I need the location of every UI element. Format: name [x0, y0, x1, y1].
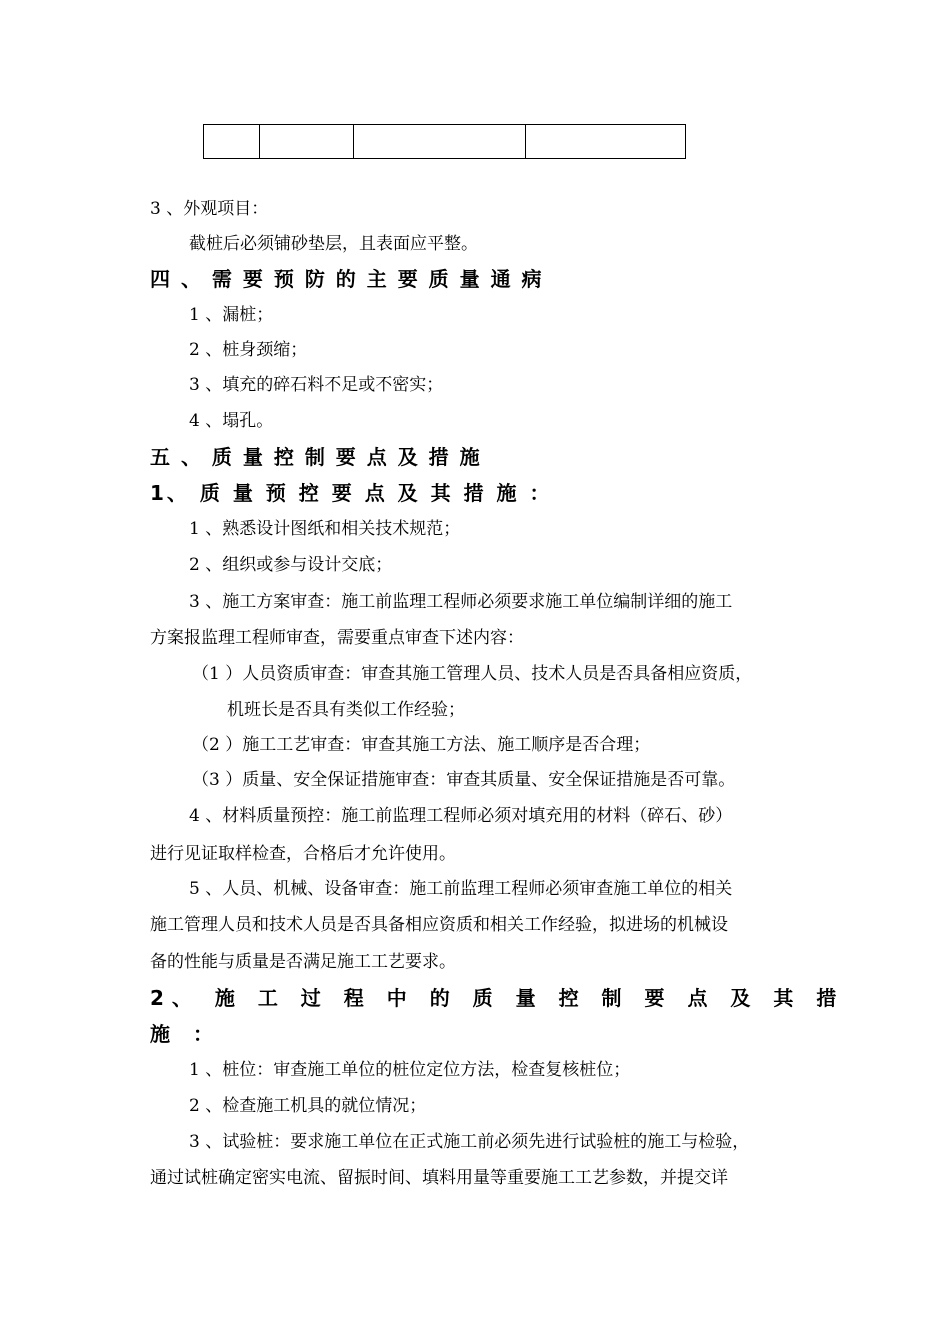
- subsection2-heading-cont: 施 ：: [150, 1022, 221, 1046]
- section4-heading: 四 、 需 要 预 防 的 主 要 质 量 通 病: [150, 267, 544, 291]
- precontrol-item-cont: 备的性能与质量是否满足施工工艺要求。: [150, 952, 456, 972]
- section5-heading: 五 、 质 量 控 制 要 点 及 措 施: [150, 445, 482, 469]
- precontrol-subitem: （3 ）质量、安全保证措施审查：审查其质量、安全保证措施是否可靠。: [192, 770, 736, 790]
- precontrol-item: 5 、人员、机械、设备审查：施工前监理工程师必须审查施工单位的相关: [189, 879, 733, 899]
- table-cell: [204, 125, 260, 159]
- process-item: 2 、检查施工机具的就位情况；: [189, 1096, 427, 1116]
- precontrol-item: 2 、组织或参与设计交底；: [189, 555, 393, 575]
- defect-item: 4 、塌孔。: [189, 411, 274, 431]
- defect-item: 3 、填充的碎石料不足或不密实；: [189, 375, 444, 395]
- defect-item: 2 、桩身颈缩；: [189, 340, 308, 360]
- precontrol-subitem-cont: 机班长是否具有类似工作经验；: [227, 700, 465, 720]
- precontrol-item: 4 、材料质量预控：施工前监理工程师必须对填充用的材料（碎石、砂）: [189, 806, 733, 826]
- precontrol-item-cont: 进行见证取样检查，合格后才允许使用。: [150, 844, 456, 864]
- table-row: [204, 125, 686, 159]
- precontrol-item-cont: 施工管理人员和技术人员是否具备相应资质和相关工作经验，拟进场的机械设: [150, 915, 728, 935]
- precontrol-item: 1 、熟悉设计图纸和相关技术规范；: [189, 519, 461, 539]
- precontrol-item-cont: 方案报监理工程师审查，需要重点审查下述内容：: [150, 628, 524, 648]
- precontrol-item: 3 、施工方案审查：施工前监理工程师必须要求施工单位编制详细的施工: [189, 592, 733, 612]
- table-cell: [526, 125, 686, 159]
- appearance-text: 截桩后必须铺砂垫层，且表面应平整。: [189, 234, 478, 254]
- table-cell: [260, 125, 354, 159]
- table-cell: [354, 125, 526, 159]
- top-table: [203, 124, 686, 159]
- process-item: 1 、桩位：审查施工单位的桩位定位方法，检查复核桩位；: [189, 1060, 631, 1080]
- defect-item: 1 、漏桩；: [189, 305, 274, 325]
- appearance-title: 3 、外观项目：: [150, 199, 269, 219]
- subsection1-heading: 1、 质 量 预 控 要 点 及 其 措 施 ：: [150, 481, 553, 505]
- precontrol-subitem: （1 ）人员资质审查：审查其施工管理人员、技术人员是否具备相应资质，: [192, 664, 753, 684]
- precontrol-subitem: （2 ）施工工艺审查：审查其施工方法、施工顺序是否合理；: [192, 735, 651, 755]
- process-item-cont: 通过试桩确定密实电流、留振时间、填料用量等重要施工工艺参数，并提交详: [150, 1168, 728, 1188]
- subsection2-heading: 2、 施 工 过 程 中 的 质 量 控 制 要 点 及 其 措: [150, 986, 845, 1010]
- process-item: 3 、试验桩：要求施工单位在正式施工前必须先进行试验桩的施工与检验，: [189, 1132, 750, 1152]
